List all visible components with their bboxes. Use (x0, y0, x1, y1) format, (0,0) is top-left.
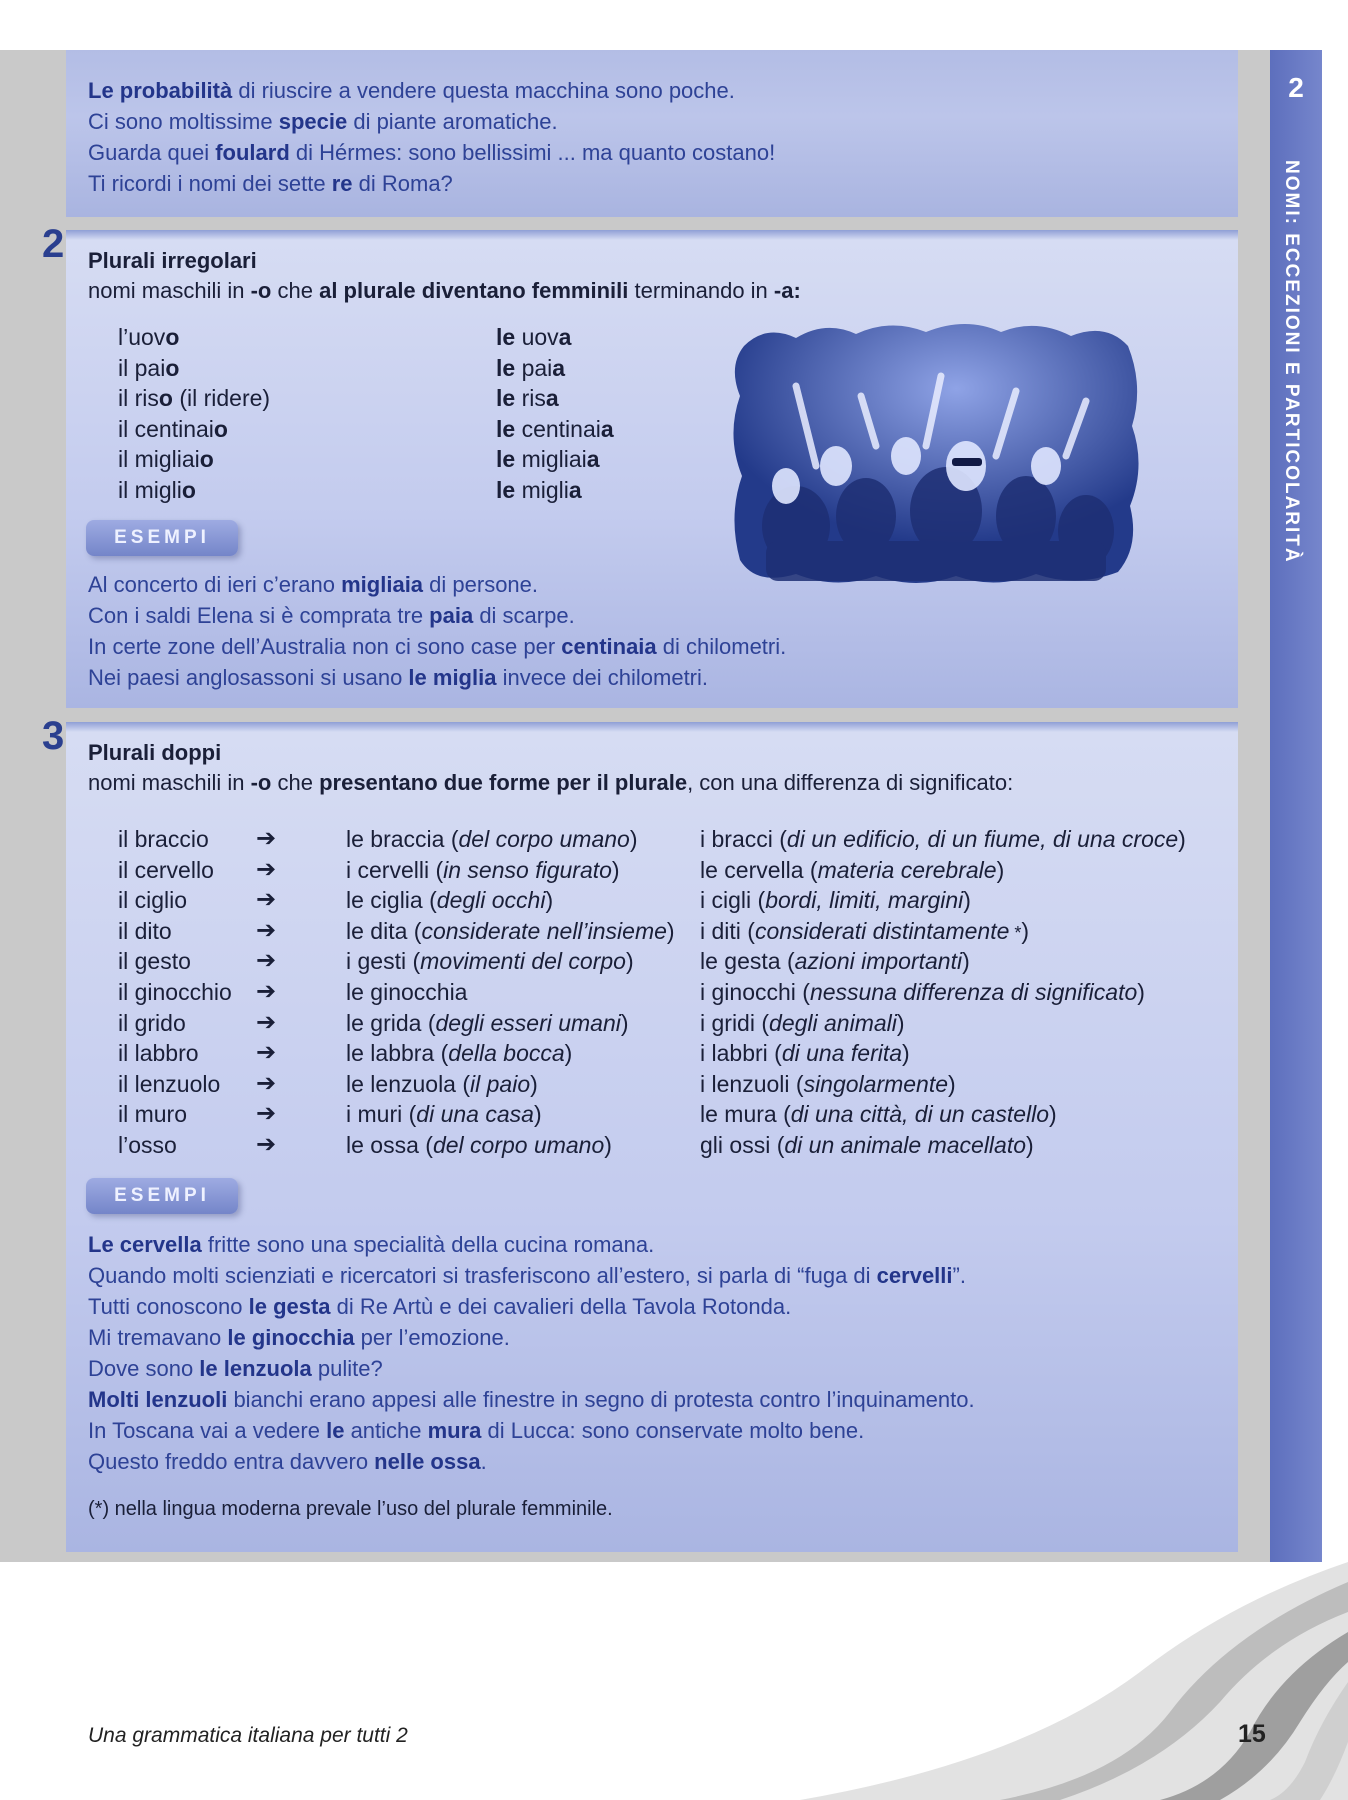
plural-item: le risa (496, 385, 559, 412)
singular-item: il migliaio (118, 446, 214, 473)
double-plural-row (66, 1101, 1238, 1132)
section-title: Plurali doppi (88, 740, 222, 765)
singular-noun: il lenzuolo (118, 1070, 221, 1097)
double-plural-row (66, 979, 1238, 1010)
section-number-2: 2 (42, 222, 65, 266)
double-plural-row (66, 918, 1238, 949)
plural-item: le miglia (496, 476, 582, 503)
plural-form-1: le dita (considerate nell’insieme) (346, 917, 675, 944)
singular-item: l’uovo (118, 324, 180, 350)
example-sentence: Al concerto di ieri c’erano migliaia di persone. (88, 572, 539, 597)
plural-form-2: le gesta (azioni importanti) (700, 948, 970, 975)
arrow-right-icon: ➔ (256, 978, 277, 1005)
singular-noun: il braccio (118, 826, 209, 852)
section-description: nomi maschili in -o che presentano due forme per il plurale, con una differenza di significato: (88, 770, 1014, 795)
singular-noun: l’osso (118, 1132, 177, 1158)
plural-form-2: i ginocchi (nessuna differenza di significato) (700, 979, 1145, 1005)
example-sentence: Tutti conoscono le gesta di Re Artù e dei cavalieri della Tavola Rotonda. (88, 1294, 792, 1319)
section-double-plurals (66, 722, 1238, 1552)
plural-column (496, 322, 614, 506)
arrow-right-icon: ➔ (256, 1039, 277, 1067)
example-sentence: Dove sono le lenzuola pulite? (88, 1356, 383, 1381)
plural-form-2: i lenzuoli (singolarmente) (700, 1070, 956, 1097)
intro-examples-panel (66, 50, 1238, 217)
plural-form-2: i diti (considerati distintamente *) (700, 917, 1030, 944)
plural-form-1: le ginocchia (346, 979, 468, 1005)
section-description: nomi maschili in -o che al plurale diventano femminili terminando in -a: (88, 278, 801, 303)
plural-form-1: le grida (degli esseri umani) (346, 1009, 629, 1036)
double-plural-row (66, 1010, 1238, 1041)
arrow-right-icon: ➔ (256, 947, 277, 975)
singular-noun: il dito (118, 917, 172, 944)
chapter-number: 2 (1288, 72, 1304, 103)
plural-form-2: le cervella (materia cerebrale) (700, 856, 1005, 883)
chapter-title: NOMI: ECCEZIONI E PARTICOLARITÀ (1281, 160, 1302, 564)
singular-item: il centinaio (118, 415, 228, 442)
intro-example: Ti ricordi i nomi dei sette re di Roma? (88, 171, 453, 196)
singular-item: il miglio (118, 476, 196, 503)
arrow-right-icon: ➔ (256, 886, 277, 914)
double-plural-row (66, 887, 1238, 918)
concert-crowd-photo (726, 316, 1146, 592)
plural-item: le uova (496, 324, 572, 350)
double-plural-row (66, 948, 1238, 979)
singular-noun: il muro (118, 1101, 188, 1128)
arrow-right-icon: ➔ (256, 855, 277, 883)
footnote: (*) nella lingua moderna prevale l’uso del plurale femminile. (88, 1498, 613, 1520)
plural-form-2: gli ossi (di un animale macellato) (700, 1132, 1034, 1158)
arrow-right-icon: ➔ (256, 1008, 277, 1036)
example-sentence: Nei paesi anglosassoni si usano le miglia invece dei chilometri. (88, 665, 709, 690)
arrow-right-icon: ➔ (256, 1100, 277, 1128)
book-title: Una grammatica italiana per tutti 2 (88, 1724, 408, 1747)
double-plural-row (66, 857, 1238, 888)
example-sentence: Le cervella fritte sono una specialità della cucina romana. (88, 1232, 655, 1257)
singular-item: il paio (118, 354, 180, 381)
example-sentence: In Toscana vai a vedere le antiche mura di Lucca: sono conservate molto bene. (88, 1418, 865, 1443)
chapter-sidebar (1270, 50, 1322, 1562)
singular-noun: il gesto (118, 948, 191, 975)
double-plural-row (66, 1071, 1238, 1102)
singular-noun: il grido (118, 1009, 186, 1036)
singular-noun: il cervello (118, 856, 214, 883)
intro-example: Ci sono moltissime specie di piante aromatiche. (88, 109, 558, 134)
plural-form-1: i gesti (movimenti del corpo) (346, 948, 634, 975)
example-sentence: Questo freddo entra davvero nelle ossa. (88, 1449, 487, 1474)
plural-form-2: i cigli (bordi, limiti, margini) (700, 887, 971, 914)
plural-form-1: i muri (di una casa) (346, 1101, 542, 1128)
arrow-right-icon: ➔ (256, 1131, 277, 1158)
plural-form-2: i gridi (degli animali) (700, 1009, 905, 1036)
arrow-right-icon: ➔ (256, 1069, 277, 1097)
arrow-right-icon: ➔ (256, 916, 277, 944)
intro-example: Guarda quei foulard di Hérmes: sono bellissimi ... ma quanto costano! (88, 140, 776, 165)
plural-item: le centinaia (496, 415, 614, 442)
esempi-label: ESEMPI (86, 520, 238, 556)
singular-noun: il labbro (118, 1040, 199, 1067)
section-number-3: 3 (42, 714, 65, 758)
plural-item: le migliaia (496, 446, 600, 473)
example-sentence: Mi tremavano le ginocchia per l’emozione. (88, 1325, 510, 1350)
section-title: Plurali irregolari (88, 248, 257, 273)
plural-form-2: i bracci (di un edificio, di un fiume, di una croce) (700, 826, 1186, 852)
intro-example: Le probabilità di riuscire a vendere questa macchina sono poche. (88, 78, 735, 103)
plural-form-1: le ciglia (degli occhi) (346, 887, 554, 914)
section-irregular-plurals (66, 230, 1238, 708)
double-plural-row (66, 826, 1238, 857)
singular-item: il riso (il ridere) (118, 385, 271, 412)
plural-form-2: i labbri (di una ferita) (700, 1040, 910, 1067)
esempi-label: ESEMPI (86, 1178, 238, 1214)
example-sentence: Con i saldi Elena si è comprata tre paia di scarpe. (88, 603, 575, 628)
plural-form-1: le braccia (del corpo umano) (346, 826, 638, 852)
singular-column (118, 322, 270, 506)
example-sentence: In certe zone dell’Australia non ci sono case per centinaia di chilometri. (88, 634, 787, 659)
singular-noun: il ginocchio (118, 979, 232, 1005)
arrow-right-icon: ➔ (256, 825, 277, 852)
plural-form-1: i cervelli (in senso figurato) (346, 856, 620, 883)
double-plural-row (66, 1132, 1238, 1163)
plural-form-1: le lenzuola (il paio) (346, 1070, 538, 1097)
plural-item: le paia (496, 354, 566, 381)
page-number: 15 (1238, 1720, 1266, 1748)
example-sentence: Molti lenzuoli bianchi erano appesi alle finestre in segno di protesta contro l’inquinamento. (88, 1387, 975, 1412)
decorative-swirl (760, 1562, 1348, 1800)
example-sentence: Quando molti scienziati e ricercatori si trasferiscono all’estero, si parla di “fuga di cervelli”. (88, 1263, 966, 1288)
double-plural-row (66, 1040, 1238, 1071)
plural-form-2: le mura (di una città, di un castello) (700, 1101, 1057, 1128)
plural-form-1: le labbra (della bocca) (346, 1040, 573, 1067)
plural-form-1: le ossa (del corpo umano) (346, 1132, 612, 1158)
singular-noun: il ciglio (118, 887, 188, 914)
